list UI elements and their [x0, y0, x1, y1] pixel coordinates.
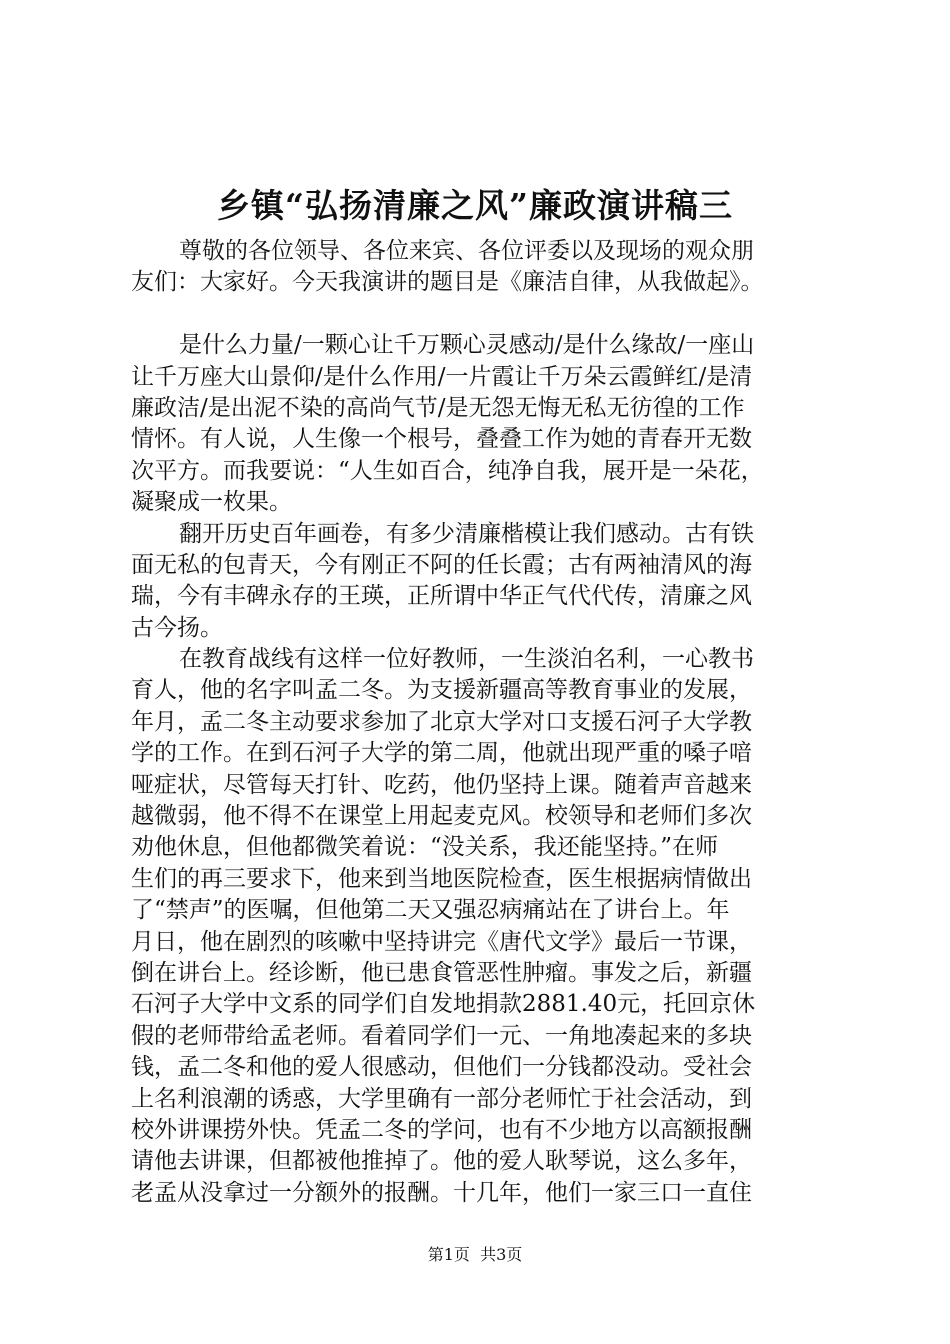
document-title: 乡镇“弘扬清廉之风”廉政演讲稿三 — [217, 186, 733, 225]
text-line: 了“禁声”的医嘱，但他第二天又强忍病痛站在了讲台上。年 — [131, 897, 730, 924]
text-line: 古今扬。 — [131, 614, 223, 641]
text-line: 请他去讲课，但都被他推掉了。他的爱人耿琴说，这么多年， — [131, 1148, 752, 1175]
text-line: 次平方。而我要说：“人生如百合，纯净自我，展开是一朵花， — [131, 457, 764, 484]
text-line: 情怀。有人说，人生像一个根号，叠叠工作为她的青春开无数 — [131, 426, 752, 453]
text-line: 让千万座大山景仰/是什么作用/一片霞让千万朵云霞鲜红/是清 — [131, 363, 753, 390]
text-line: 在教育战线有这样一位好教师，一生淡泊名利，一心教书 — [179, 646, 754, 673]
text-line: 校外讲课捞外快。凭孟二冬的学问，也有不少地方以高额报酬 — [131, 1116, 752, 1143]
text-line: 尊敬的各位领导、各位来宾、各位评委以及现场的观众朋 — [179, 238, 754, 264]
text-line: 瑞，今有丰碑永存的王瑛，正所谓中华正气代代传，清廉之风 — [131, 583, 752, 610]
text-line: 生们的再三要求下，他来到当地医院检查，医生根据病情做出 — [131, 865, 752, 892]
page-footer: 第1页 共3页 — [427, 1245, 523, 1264]
text-line: 月日，他在剧烈的咳嗽中坚持讲完《唐代文学》最后一节课， — [131, 928, 752, 955]
text-line: 上名利浪潮的诱惑，大学里确有一部分老师忙于社会活动，到 — [131, 1085, 752, 1112]
text-line: 石河子大学中文系的同学们自发地捐款2881.40元，托回京休 — [131, 991, 756, 1018]
text-line: 友们：大家好。今天我演讲的题目是《廉洁自律，从我做起》。 — [131, 269, 764, 296]
blank-line — [131, 299, 851, 330]
text-line: 越微弱，他不得不在课堂上用起麦克风。校领导和老师们多次 — [131, 803, 752, 830]
text-line: 面无私的包青天，今有刚正不阿的任长霞；古有两袖清风的海 — [131, 551, 752, 578]
text-line: 钱，孟二冬和他的爱人很感动，但他们一分钱都没动。受社会 — [131, 1054, 752, 1081]
text-line: 学的工作。在到石河子大学的第二周，他就出现严重的嗓子喑 — [131, 740, 752, 767]
text-line: 哑症状，尽管每天打针、吃药，他仍坚持上课。随着声音越来 — [131, 771, 752, 798]
text-line: 假的老师带给孟老师。看着同学们一元、一角地凑起来的多块 — [131, 1022, 752, 1049]
text-line: 年月，孟二冬主动要求参加了北京大学对口支援石河子大学教 — [131, 708, 752, 735]
text-line: 廉政洁/是出泥不染的高尚气节/是无怨无悔无私无彷徨的工作 — [131, 394, 745, 421]
text-line: 是什么力量/一颗心让千万颗心灵感动/是什么缘故/一座山 — [179, 332, 755, 359]
text-line: 倒在讲台上。经诊断，他已患食管恶性肿瘤。事发之后，新疆 — [131, 959, 752, 986]
text-line: 凝聚成一枚果。 — [131, 489, 292, 516]
text-line: 老孟从没拿过一分额外的报酬。十几年，他们一家三口一直住 — [131, 1179, 752, 1206]
document-body — [131, 236, 851, 1209]
text-line: 育人，他的名字叫孟二冬。为支援新疆高等教育事业的发展， — [131, 677, 752, 704]
text-line: 翻开历史百年画卷，有多少清廉楷模让我们感动。古有铁 — [179, 520, 754, 547]
text-line: 劝他休息，但他都微笑着说：“没关系，我还能坚持。”在师 — [131, 834, 719, 861]
